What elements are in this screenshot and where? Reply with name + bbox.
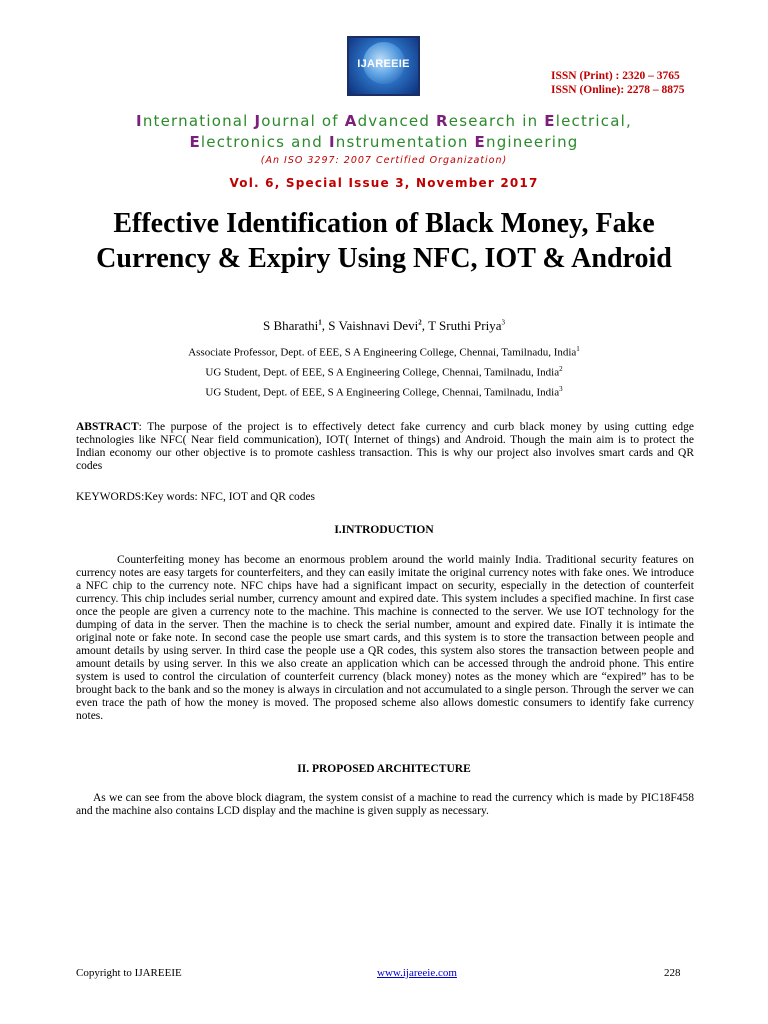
journal-word: dvanced	[357, 112, 437, 130]
journal-title-line2	[0, 132, 768, 153]
abstract-text: : The purpose of the project is to effectively detect fake currency and curb black money by using cutting edge technologies like NFC( Near field communication), IOT( Internet of things) and Android. Though the main aim is to protect the Indian economy our other objective is to promote cashless transaction. This is why our project also involves smart cards and QR codes	[76, 421, 694, 472]
abstract	[76, 421, 694, 473]
keywords: KEYWORDS:Key words: NFC, IOT and QR codes	[76, 491, 316, 503]
journal-initial: I	[328, 133, 336, 151]
journal-word: ournal of	[261, 112, 345, 130]
affiliation	[0, 385, 768, 399]
author-sup: 3	[501, 318, 505, 327]
journal-initial: E	[474, 133, 486, 151]
paper-title: Effective Identification of Black Money, Fake Currency & Expiry Using NFC, IOT & Android	[96, 208, 672, 274]
footer-page-number: 228	[664, 967, 681, 979]
author-sep: ,	[321, 318, 329, 333]
affiliation-sup: 2	[559, 365, 563, 373]
section-heading-architecture: II. PROPOSED ARCHITECTURE	[297, 763, 471, 775]
affiliation-sup: 1	[576, 345, 580, 353]
logo-text: IJAREEIE	[357, 58, 410, 70]
journal-initial: R	[436, 112, 449, 130]
architecture-paragraph: As we can see from the above block diagram, the system consist of a machine to read the currency which is made by PIC18F458 and the machine also contains LCD display and the machine is given supply as necessary.	[76, 792, 694, 817]
issn-block	[551, 69, 685, 97]
journal-title-line1	[0, 111, 768, 132]
affiliation-sup: 3	[559, 385, 563, 393]
issn-online: ISSN (Online): 2278 – 8875	[551, 84, 685, 96]
author-list	[0, 318, 768, 334]
journal-word: lectronics and	[200, 133, 329, 151]
journal-word: ngineering	[486, 133, 579, 151]
certification-note: (An ISO 3297: 2007 Certified Organization)	[260, 155, 508, 166]
journal-initial: E	[189, 133, 201, 151]
journal-word: lectrical,	[555, 112, 632, 130]
abstract-label: ABSTRACT	[76, 421, 139, 433]
affiliation-text: Associate Professor, Dept. of EEE, S A Engineering College, Chennai, Tamilnadu, India	[188, 346, 577, 359]
footer-website[interactable]	[377, 967, 457, 979]
journal-logo	[347, 36, 420, 96]
footer-copyright: Copyright to IJAREEIE	[76, 967, 182, 979]
introduction-paragraph: Counterfeiting money has become an enormous problem around the world mainly India. Traditional security features on currency notes are easy targets for counterfeiters, and they can easily imitate the original currency notes with fake ones. We introduce a NFC chip to the currency note. NFC chips have had a significant impact on security, especially in the detection of counterfeit currency. This chip includes serial number, currency amount and expired date. This system includes a specified machine. In first case once the people are given a currency note to the machine. This machine is connected to the server. We use IOT technology for the dumping of data in the server. Then the machine is to check the serial number, amount and expired date. Finally it is intimate the original note or fake note. In second case the people use smart cards, and this system is to store the transaction between people and amount details by using server. In third case the people use a QR codes, this system also stores the transaction between people and amount details by using server. In this we also create an application which can be accessed through the android phone. This entire system is used to control the circulation of counterfeit currency (black money) notes as the money which are “expired” has to be brought back to the bank and so the money is always in circulation and not accumulated to a single person. Through the server we can even trace the path of how the money is moved. The proposed scheme also allows domestic consumers to identify fake currency notes.	[76, 554, 694, 722]
website-link[interactable]: www.ijareeie.com	[377, 967, 457, 979]
affiliation	[0, 345, 768, 359]
author-name: S Bharathi	[263, 318, 319, 333]
journal-initial: E	[544, 112, 556, 130]
journal-word: nternational	[142, 112, 255, 130]
journal-initial: A	[344, 112, 358, 130]
author-name: T Sruthi Priya	[428, 318, 502, 333]
journal-initial: J	[254, 112, 262, 130]
affiliation-text: UG Student, Dept. of EEE, S A Engineering College, Chennai, Tamilnadu, India	[205, 386, 560, 399]
affiliation	[0, 365, 768, 379]
journal-word: esearch in	[448, 112, 545, 130]
section-heading-introduction: I.INTRODUCTION	[334, 524, 434, 536]
author-sep: ,	[421, 318, 429, 333]
volume-issue: Vol. 6, Special Issue 3, November 2017	[229, 176, 539, 190]
affiliation-text: UG Student, Dept. of EEE, S A Engineering College, Chennai, Tamilnadu, India	[205, 366, 560, 379]
journal-initial: I	[136, 112, 143, 130]
issn-print: ISSN (Print) : 2320 – 3765	[551, 70, 680, 82]
journal-word: nstrumentation	[335, 133, 475, 151]
author-sup: 1	[318, 318, 322, 327]
journal-title	[0, 111, 768, 153]
author-name: S Vaishnavi Devi	[328, 318, 419, 333]
author-sup: 2	[418, 318, 422, 327]
